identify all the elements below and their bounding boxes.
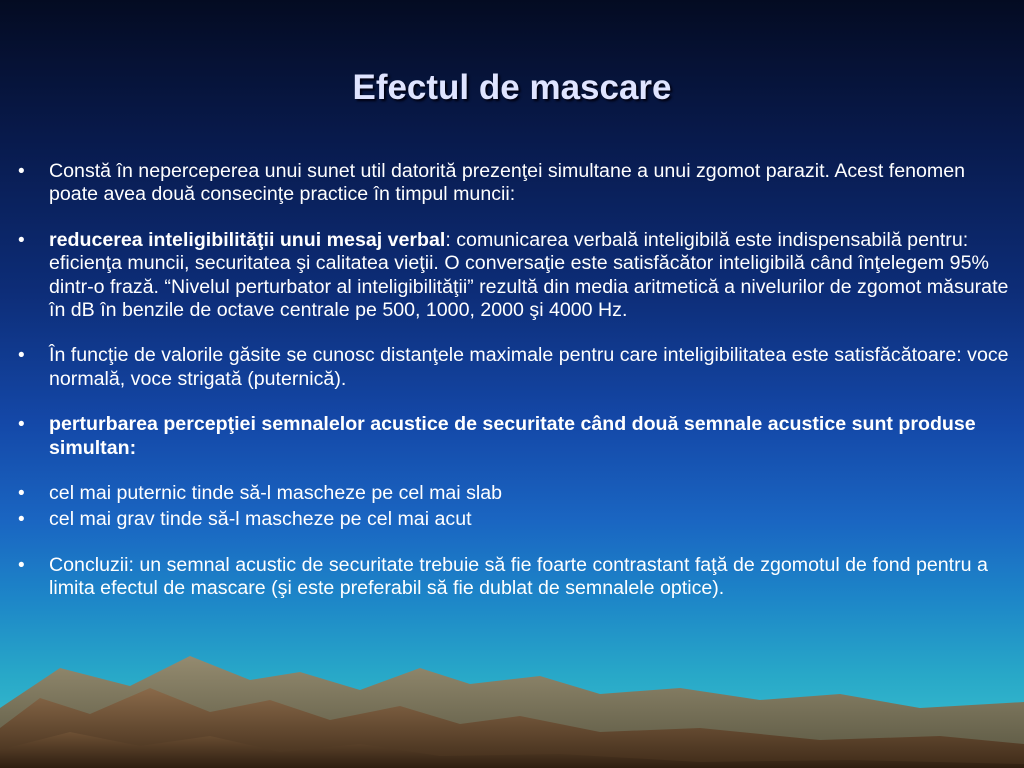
bullet-marker: • [18, 483, 25, 505]
bullet-bold-text: reducerea inteligibilităţii unui mesaj verbal [49, 228, 446, 251]
bullet-marker: • [18, 229, 25, 251]
bullet-bold-text: perturbarea percepţiei semnalelor acustice de securitate când două semnale acustice sunt produse simultan: [49, 413, 976, 459]
bullet-marker: • [18, 345, 25, 367]
bullet-text: Concluzii: un semnal acustic de securitate trebuie să fie foarte contrastant faţă de zgomotul de fond pentru a limita efectul de mascare (şi este preferabil să fie dublat de semnalele optice). [49, 553, 988, 600]
bullet-item-6 [18, 508, 1018, 531]
bullet-item-1 [18, 160, 1018, 207]
bullet-marker: • [18, 161, 25, 182]
bullet-item-4 [18, 413, 1018, 460]
bullet-item-7 [18, 554, 1018, 601]
bullet-marker: • [18, 554, 25, 576]
slide-title: Efectul de mascare [352, 68, 672, 107]
bullet-item-5 [18, 482, 1018, 505]
bullet-text: cel mai grav tinde să-l mascheze pe cel mai acut [49, 508, 472, 531]
bullet-item-3 [18, 344, 1018, 391]
bullet-text: În funcţie de valorile găsite se cunosc distanţele maximale pentru care inteligibilitatea este satisfăcătoare: voce normală, voce strigată (puternică). [49, 344, 1009, 390]
bullet-text: cel mai puternic tinde să-l mascheze pe cel mai slab [49, 482, 503, 505]
bullet-list [18, 160, 1018, 601]
bullet-text: : comunicarea verbală inteligibilă este indispensabilă pentru: eficienţa muncii, securitatea şi calitatea vieţii. O conversaţie este satisfăcător inteligibilă când înţelegem 95% dintr-o frază. “Nivelul perturbator al inteligibilităţii” rezultă din media aritmetică a nivelurilor de zgomot măsurate în dB în benzile de octave centrale pe 500, 1000, 2000 şi 4000 Hz. [49, 228, 1009, 322]
bullet-marker: • [18, 414, 25, 436]
bullet-item-2 [18, 229, 1018, 323]
bullet-text: Constă în neperceperea unui sunet util datorită prezenţei simultane a unui zgomot parazit. Acest fenomen poate avea două consecinţe practice în timpul muncii: [49, 160, 966, 206]
bullet-marker: • [18, 509, 25, 531]
